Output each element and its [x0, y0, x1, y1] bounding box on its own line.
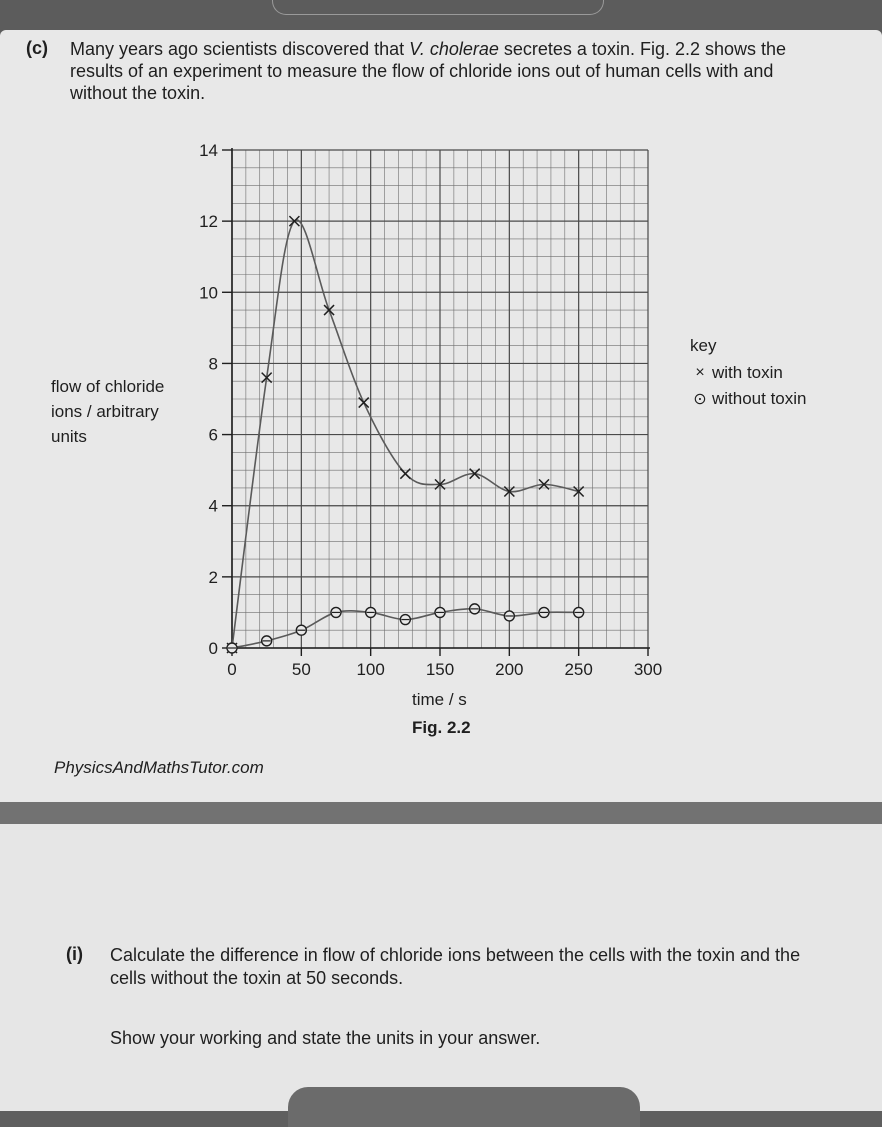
data-point-circle — [296, 625, 306, 635]
data-point-circle — [470, 604, 480, 614]
x-tick-label: 50 — [291, 660, 311, 679]
x-tick-label: 0 — [227, 660, 237, 679]
legend-entry-with-toxin — [690, 360, 807, 386]
legend-label-with-toxin: with toxin — [712, 363, 783, 382]
x-axis-title: time / s — [412, 690, 467, 709]
intro-line-1-after: secretes a toxin. Fig. 2.2 shows the — [498, 39, 787, 59]
species-name: V. cholerae — [409, 39, 499, 59]
x-tick-label: 250 — [564, 660, 593, 679]
data-point-circle — [539, 607, 549, 617]
working-instruction: Show your working and state the units in your answer. — [110, 1028, 541, 1048]
figure-label: Fig. 2.2 — [412, 718, 471, 737]
data-point-circle — [574, 607, 584, 617]
data-point-circle — [435, 607, 445, 617]
x-tick-label: 150 — [425, 660, 455, 679]
x-tick-label: 100 — [356, 660, 385, 679]
y-tick-label: 12 — [199, 212, 218, 232]
data-point-circle — [227, 643, 237, 653]
intro-line-1-before: Many years ago scientists discovered that — [70, 39, 410, 59]
sub-part-question — [110, 944, 870, 990]
sub-part-label: (i) — [66, 944, 83, 964]
y-tick-label: 6 — [208, 425, 218, 445]
data-point-circle — [366, 607, 376, 617]
data-point-circle — [262, 636, 272, 646]
y-axis-title-line-2: ions / arbitrary — [51, 402, 159, 421]
legend — [690, 336, 807, 412]
x-tick-label: 200 — [495, 660, 524, 679]
series-lines — [232, 220, 579, 648]
cross-marker-icon: × — [695, 364, 705, 381]
legend-entry-without-toxin — [690, 386, 807, 412]
y-tick-label: 14 — [199, 141, 218, 160]
y-tick-label: 2 — [208, 567, 218, 587]
y-tick-label: 8 — [208, 354, 218, 374]
sub-part-line-2: cells without the toxin at 50 seconds. — [110, 968, 404, 988]
y-tick-label: 10 — [199, 283, 218, 303]
axes — [232, 148, 650, 648]
y-axis-title-line-1: flow of chloride — [51, 377, 165, 396]
source-watermark: PhysicsAndMathsTutor.com — [54, 758, 264, 777]
sub-part-line-1: Calculate the difference in flow of chloride ions between the cells with the toxin and the — [110, 945, 801, 965]
data-point-circle — [331, 607, 341, 617]
data-point-circle — [400, 615, 410, 625]
y-axis-title-line-3: units — [51, 427, 87, 446]
intro-line-3: without the toxin. — [70, 83, 206, 103]
intro-line-2: results of an experiment to measure the flow of chloride ions out of human cells with and — [70, 61, 774, 81]
y-tick-label: 4 — [208, 496, 218, 516]
question-part-label: (c) — [26, 38, 48, 58]
page-gap — [0, 802, 882, 824]
legend-title: key — [690, 336, 717, 355]
y-tick-label: 0 — [208, 639, 218, 658]
data-point-circle — [504, 611, 514, 621]
x-tick-label: 300 — [633, 660, 663, 679]
legend-label-without-toxin: without toxin — [712, 389, 807, 408]
series-line-with-toxin — [232, 220, 579, 648]
circle-dot-marker-icon: ⊙ — [693, 391, 707, 408]
bottom-tab — [288, 1087, 640, 1127]
